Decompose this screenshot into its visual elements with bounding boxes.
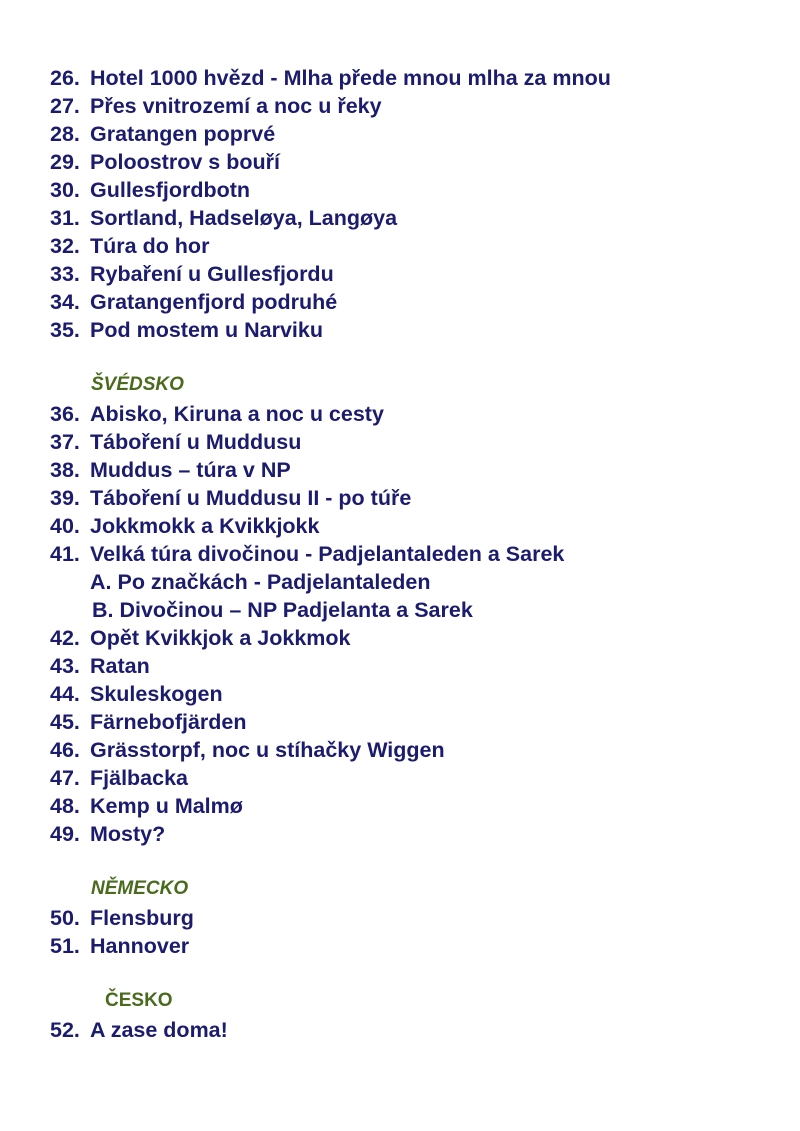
item-title: Táboření u Muddusu [90, 430, 302, 454]
toc-item [50, 232, 209, 260]
item-number: 41. [50, 542, 80, 566]
item-number: 26. [50, 66, 80, 90]
toc-subitem: A. Po značkách - Padjelantaleden [90, 570, 431, 594]
item-title: Abisko, Kiruna a noc u cesty [90, 402, 384, 426]
item-title: Sortland, Hadseløya, Langøya [90, 206, 398, 230]
item-title: A zase doma! [90, 1018, 228, 1042]
item-title: Rybaření u Gullesfjordu [90, 262, 334, 286]
section-heading-czech: ČESKO [105, 990, 173, 1011]
item-number: 27. [50, 94, 80, 118]
item-number: 52. [50, 1018, 80, 1042]
item-title: Táboření u Muddusu II - po túře [90, 486, 412, 510]
item-title: Jokkmokk a Kvikkjokk [90, 514, 320, 538]
section-heading-germany: NĚMECKO [91, 878, 189, 899]
toc-item [50, 484, 411, 512]
toc-item [50, 288, 337, 316]
toc-item [50, 708, 247, 736]
toc-item [50, 540, 564, 568]
item-title: Poloostrov s bouří [90, 150, 280, 174]
toc-item [50, 736, 445, 764]
toc-item [50, 428, 301, 456]
toc-item [50, 904, 194, 932]
item-number: 30. [50, 178, 80, 202]
item-number: 48. [50, 794, 80, 818]
item-title: Přes vnitrozemí a noc u řeky [90, 94, 382, 118]
item-number: 31. [50, 206, 80, 230]
toc-item [50, 148, 280, 176]
toc-item [50, 792, 243, 820]
toc-subitem: B. Divočinou – NP Padjelanta a Sarek [92, 598, 473, 622]
toc-item [50, 120, 275, 148]
toc-item [50, 652, 150, 680]
item-number: 49. [50, 822, 80, 846]
item-title: Flensburg [90, 906, 194, 930]
item-title: Gullesfjordbotn [90, 178, 251, 202]
item-number: 44. [50, 682, 80, 706]
toc-item [50, 204, 397, 232]
item-number: 51. [50, 934, 80, 958]
item-number: 38. [50, 458, 80, 482]
item-title: Skuleskogen [90, 682, 223, 706]
toc-item [50, 820, 165, 848]
toc-item [50, 624, 351, 652]
toc-item [50, 764, 188, 792]
item-number: 42. [50, 626, 80, 650]
item-number: 45. [50, 710, 80, 734]
toc-item [50, 932, 189, 960]
item-title: Opět Kvikkjok a Jokkmok [90, 626, 351, 650]
toc-item [50, 64, 611, 92]
item-number: 32. [50, 234, 80, 258]
item-number: 35. [50, 318, 80, 342]
item-number: 46. [50, 738, 80, 762]
item-title: Gratangen poprvé [90, 122, 276, 146]
item-number: 33. [50, 262, 80, 286]
toc-item [50, 456, 291, 484]
item-title: Muddus – túra v NP [90, 458, 291, 482]
item-number: 43. [50, 654, 80, 678]
item-title: Ratan [90, 654, 150, 678]
item-number: 34. [50, 290, 80, 314]
item-number: 29. [50, 150, 80, 174]
toc-item [50, 176, 250, 204]
item-title: Grässtorpf, noc u stíhačky Wiggen [90, 738, 445, 762]
toc-item [50, 92, 382, 120]
item-title: Kemp u Malmø [90, 794, 243, 818]
item-number: 47. [50, 766, 80, 790]
item-title: Velká túra divočinou - Padjelantaleden a Sarek [90, 542, 565, 566]
item-number: 39. [50, 486, 80, 510]
toc-item [50, 400, 384, 428]
item-title: Pod mostem u Narviku [90, 318, 323, 342]
toc-item [50, 1016, 228, 1044]
toc-item [50, 316, 323, 344]
toc-item [50, 512, 319, 540]
item-title: Gratangenfjord podruhé [90, 290, 338, 314]
item-number: 40. [50, 514, 80, 538]
item-number: 36. [50, 402, 80, 426]
toc-item [50, 680, 223, 708]
item-title: Túra do hor [90, 234, 210, 258]
item-number: 28. [50, 122, 80, 146]
item-number: 50. [50, 906, 80, 930]
item-title: Mosty? [90, 822, 166, 846]
item-title: Hannover [90, 934, 190, 958]
item-title: Färnebofjärden [90, 710, 247, 734]
section-heading-sweden: ŠVÉDSKO [91, 374, 184, 395]
item-number: 37. [50, 430, 80, 454]
toc-item [50, 260, 334, 288]
item-title: Fjälbacka [90, 766, 188, 790]
item-title: Hotel 1000 hvězd - Mlha přede mnou mlha za mnou [90, 66, 611, 90]
